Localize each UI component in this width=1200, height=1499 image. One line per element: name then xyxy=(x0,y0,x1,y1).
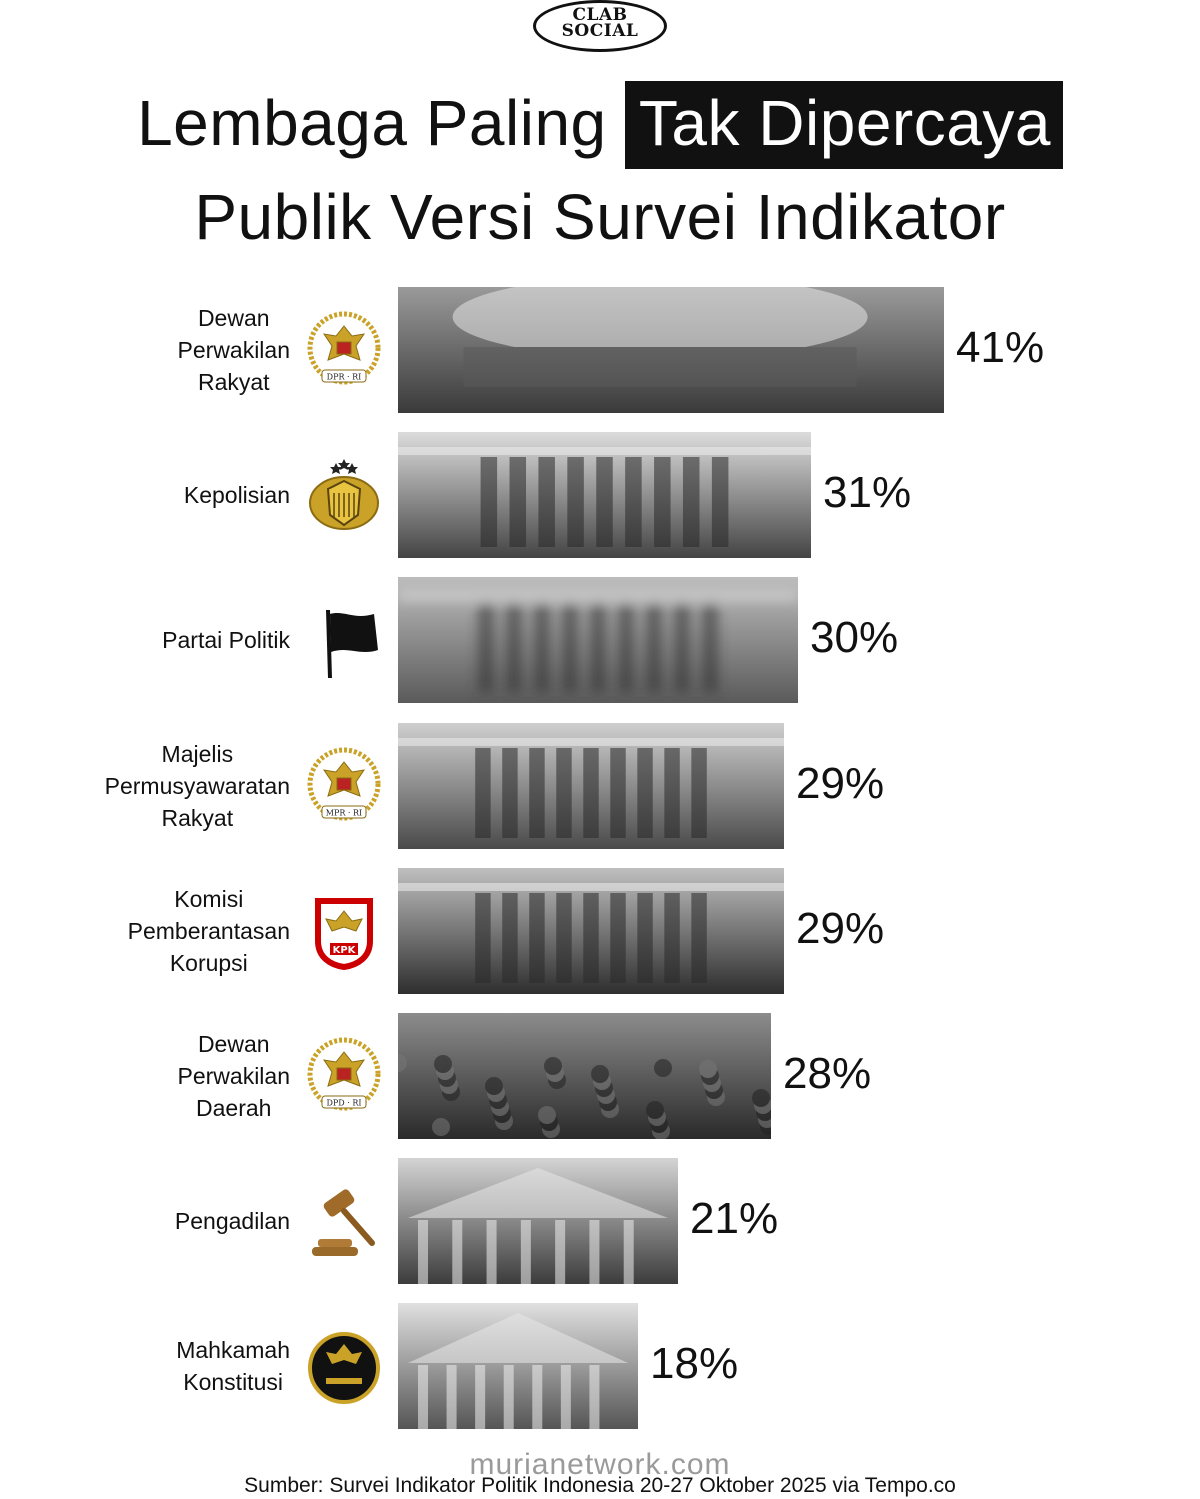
category-label xyxy=(178,1028,291,1124)
category-label-line: Perwakilan xyxy=(177,1063,290,1089)
flag-icon xyxy=(304,600,384,680)
watermark: murianetwork.com xyxy=(469,1448,731,1481)
title-prefix: Lembaga Paling xyxy=(137,87,607,159)
category-label xyxy=(184,479,290,511)
source-note: Sumber: Survei Indikator Politik Indonesia 20-27 Oktober 2025 via Tempo.co xyxy=(244,1474,956,1497)
value-label: 30% xyxy=(810,613,899,663)
category-label-line: Konstitusi xyxy=(183,1369,283,1396)
category-label xyxy=(178,302,291,398)
title-highlight: Tak Dipercaya xyxy=(625,81,1063,169)
value-label: 28% xyxy=(783,1049,872,1098)
category-label-line: Komisi xyxy=(174,885,244,912)
category-label-line: Kepolisian xyxy=(183,482,290,509)
category-label-line: Pengadilan xyxy=(174,1208,290,1235)
category-label-line: Dewan xyxy=(197,1031,270,1057)
category-label-line: Permusyawaratan xyxy=(104,772,290,799)
category-label-line: Perwakilan xyxy=(177,337,290,363)
value-label: 41% xyxy=(956,323,1045,372)
police-emblem-icon xyxy=(304,455,384,535)
bar xyxy=(398,577,798,703)
bar xyxy=(398,1013,771,1139)
category-label-line: Rakyat xyxy=(197,369,270,395)
garuda-emblem-icon xyxy=(304,310,384,390)
garuda-emblem-icon xyxy=(304,746,384,826)
category-label-line: Partai Politik xyxy=(162,627,290,654)
chart-title-line-2: Publik Versi Survei Indikator xyxy=(194,181,1006,253)
brand-line-2: SOCIAL xyxy=(561,21,639,41)
category-label-line: Rakyat xyxy=(161,804,234,831)
value-label: 18% xyxy=(650,1339,739,1389)
category-label-line: Mahkamah xyxy=(176,1337,290,1364)
category-label-line: Pemberantasan xyxy=(127,917,290,944)
category-label-line: Majelis xyxy=(161,740,234,767)
category-label xyxy=(128,883,290,979)
gavel-icon xyxy=(304,1181,384,1261)
category-label-line: Daerah xyxy=(196,1095,272,1121)
svg-text:DPD · RI: DPD · RI xyxy=(326,1098,362,1108)
category-label-line: Korupsi xyxy=(169,949,248,976)
value-label: 29% xyxy=(796,758,885,808)
category-label xyxy=(105,738,290,834)
kpk-emblem-icon xyxy=(304,891,384,971)
category-label xyxy=(162,624,290,656)
bar xyxy=(398,1158,678,1284)
svg-text:DPR · RI: DPR · RI xyxy=(326,372,362,382)
bar xyxy=(398,1303,638,1429)
bar xyxy=(398,868,784,994)
garuda-emblem-icon xyxy=(304,1036,384,1116)
mk-emblem-icon xyxy=(304,1326,384,1406)
value-label: 31% xyxy=(823,468,912,518)
category-label xyxy=(175,1205,290,1237)
bar xyxy=(398,432,811,558)
bar xyxy=(398,287,944,413)
bar xyxy=(398,723,784,849)
category-label-line: Dewan xyxy=(197,305,270,331)
svg-text:MPR · RI: MPR · RI xyxy=(325,808,363,818)
brand-line-1: CLAB xyxy=(572,5,628,25)
category-label xyxy=(176,1334,290,1398)
value-label: 29% xyxy=(796,903,885,953)
svg-text:KPK: KPK xyxy=(332,944,356,956)
value-label: 21% xyxy=(690,1194,779,1244)
